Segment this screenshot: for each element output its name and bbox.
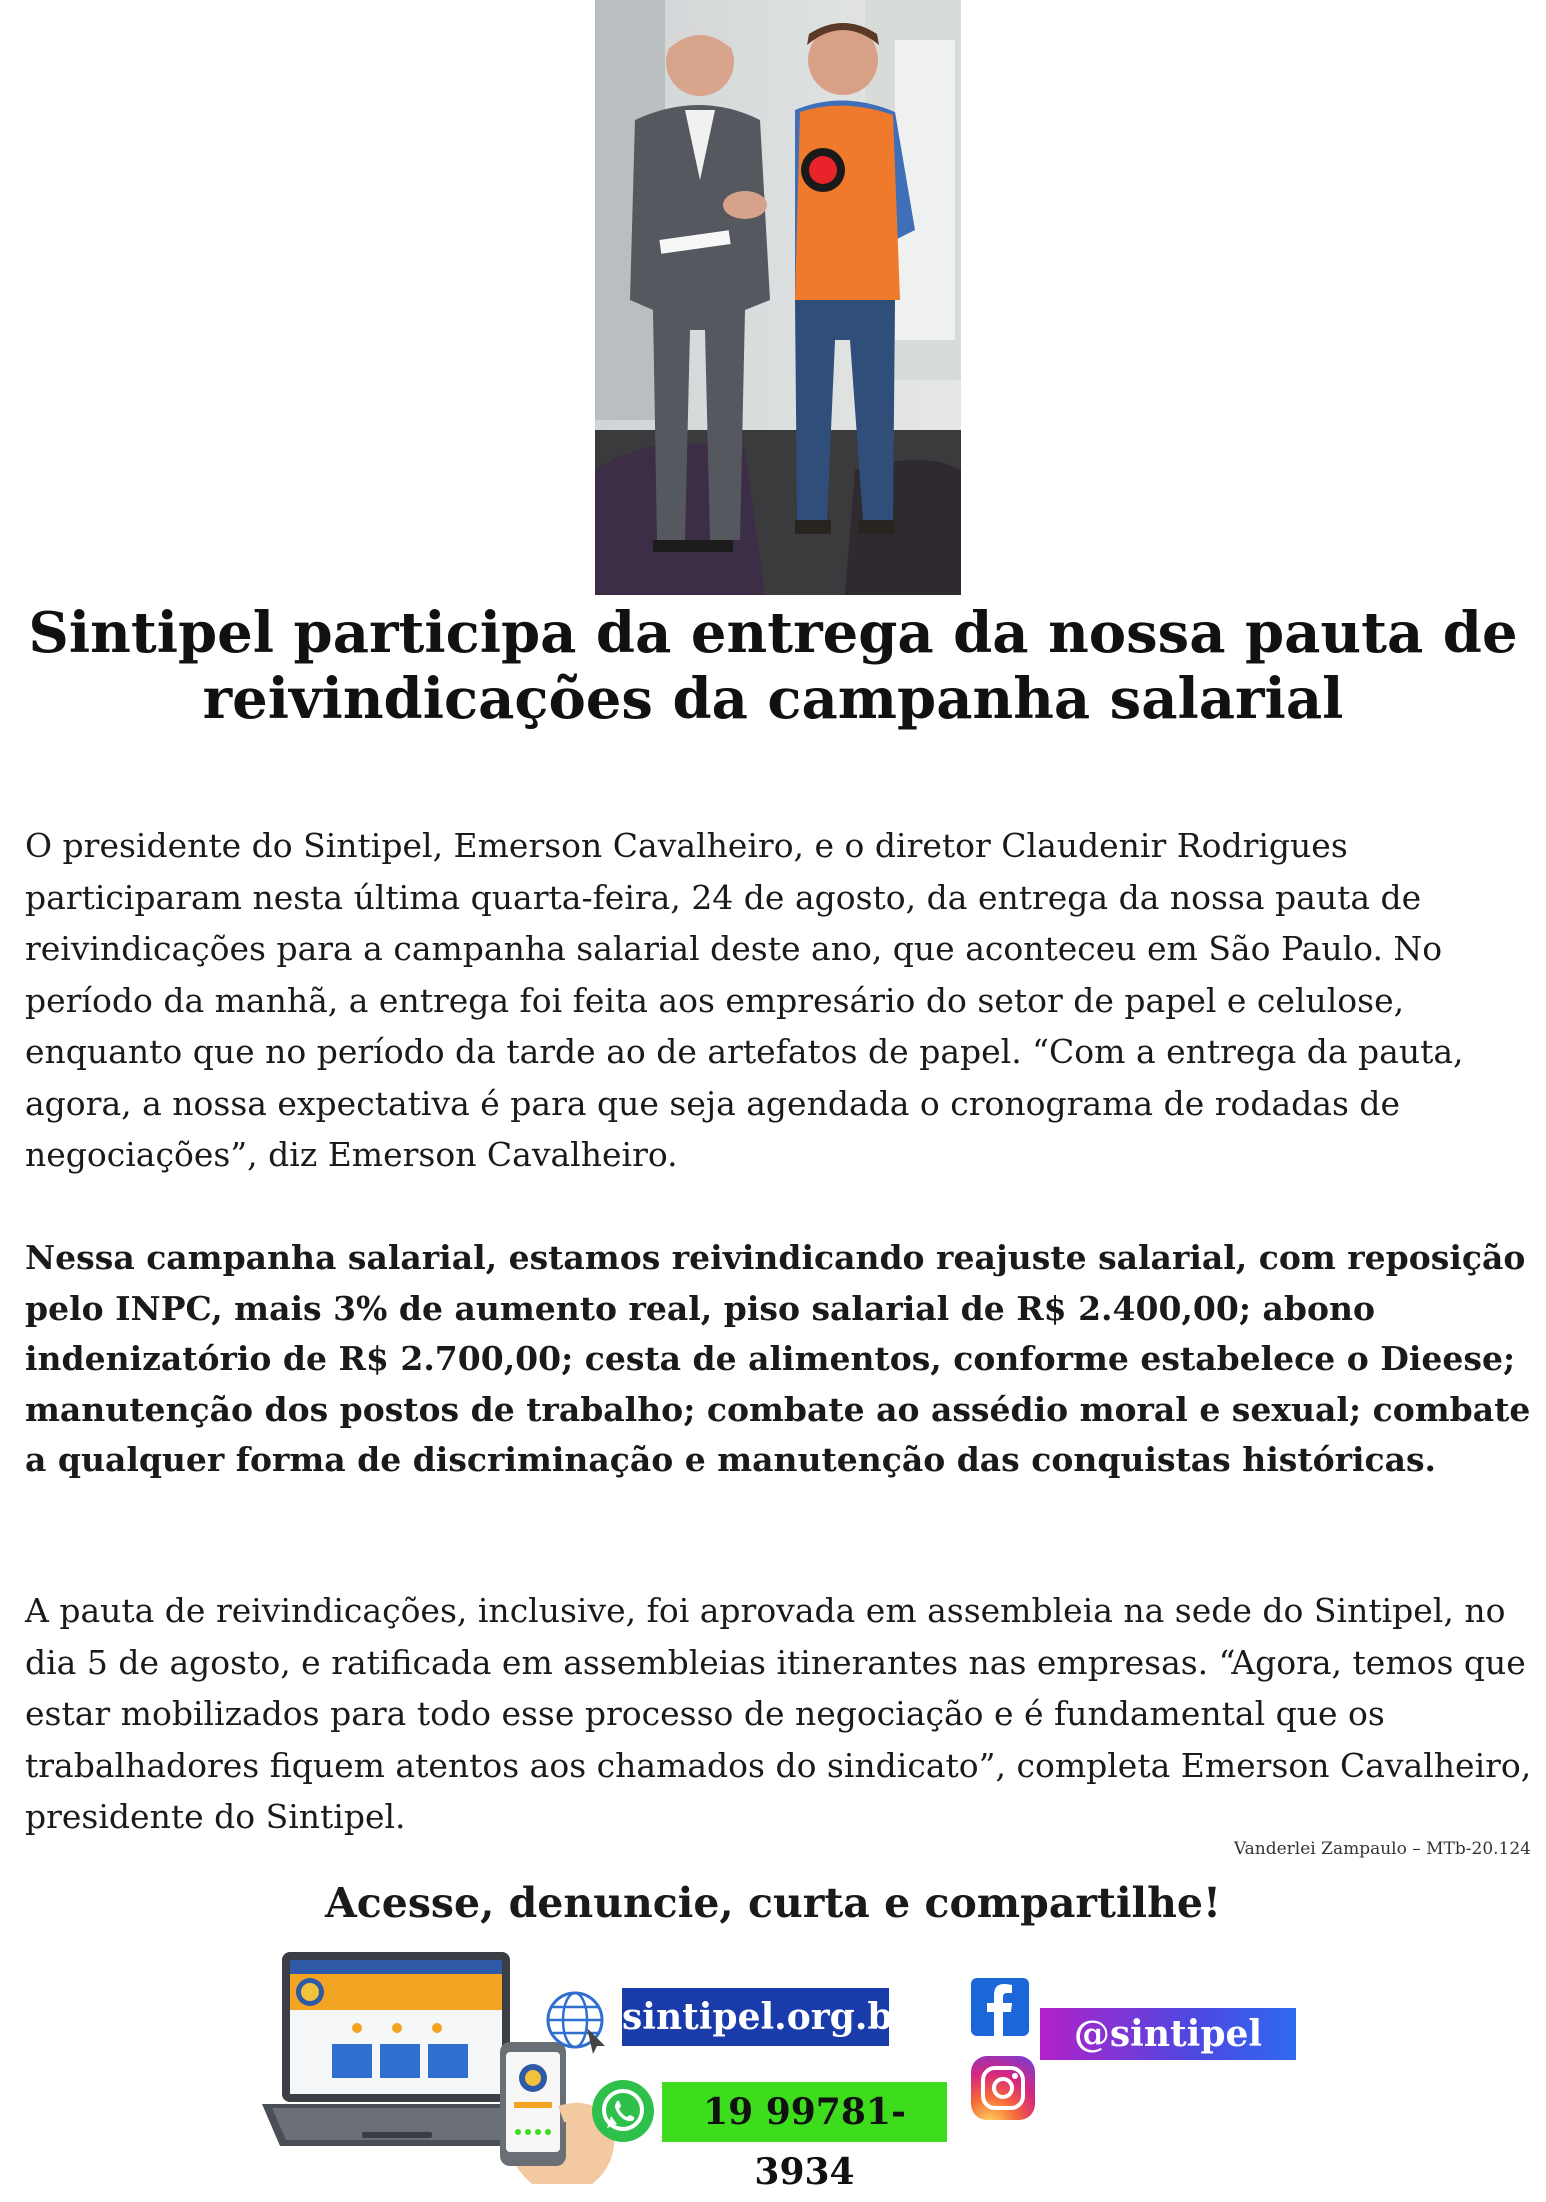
article-paragraph: O presidente do Sintipel, Emerson Cavalheiro, e o diretor Claudenir Rodrigues participaram nesta última quarta-feira, 24 de agosto, da entrega da nossa pauta de reivindicações para a campanha salarial deste ano, que aconteceu em São Paulo. No período da manhã, a entrega foi feita aos empresário do setor de papel e celulose, enquanto que no período da tarde ao de artefatos de papel. “Com a entrega da pauta, agora, a nossa expectativa é para que seja agendada o cronograma de rodadas de negociações”, diz Emerson Cavalheiro. [25,826,1464,1174]
article-demands-paragraph: Nessa campanha salarial, estamos reivindicando reajuste salarial, com reposição pelo INPC, mais 3% de aumento real, piso salarial de R$ 2.400,00; abono indenizatório de R$ 2.700,00; cesta de alimentos, conforme estabelece o Dieese; manutenção dos postos de trabalho; combate ao assédio moral e sexual; combate a qualquer forma de discriminação e manutenção das conquistas históricas. [25,1238,1531,1479]
website-link[interactable]: sintipel.org.br [622,1988,889,2046]
laptop-illustration [262,1946,662,2186]
social-handle[interactable]: @sintipel [1040,2008,1296,2060]
whatsapp-phone-number[interactable]: 19 99781-3934 [662,2082,947,2142]
article-paragraph: A pauta de reivindicações, inclusive, foi aprovada em assembleia na sede do Sintipel, no dia 5 de agosto, e ratificada em assembleias itinerantes nas empresas. “Agora, temos que estar mobilizados para todo esse processo de negociação e é fundamental que os trabalhadores fiquem atentos aos chamados do sindicato”, completa Emerson Cavalheiro, presidente do Sintipel. [25,1591,1532,1836]
call-to-action: Acesse, denuncie, curta e compartilhe! [324,1879,1222,1927]
facebook-icon[interactable] [971,1978,1029,2036]
article-photo [595,0,961,595]
whatsapp-icon [590,2078,656,2144]
instagram-icon[interactable] [971,2056,1035,2120]
article-headline: Sintipel participa da entrega da nossa pauta de reivindicações da campanha salarial [28,600,1518,732]
globe-icon [543,1988,611,2056]
author-credit: Vanderlei Zampaulo – MTb-20.124 [1233,1839,1531,1859]
